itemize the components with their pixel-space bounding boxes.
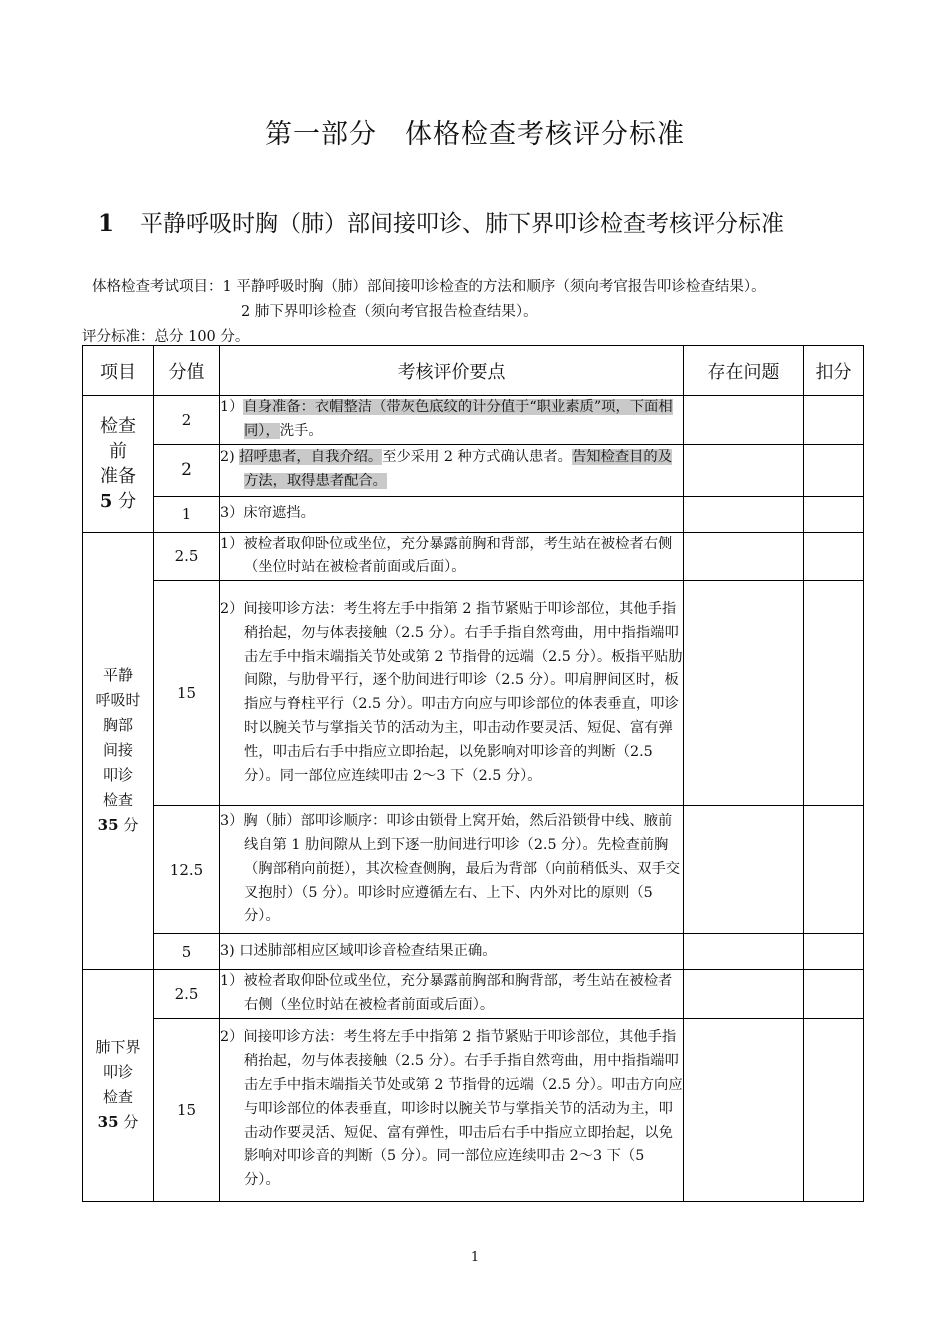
- table-row: [83, 970, 864, 1019]
- item-label: [83, 396, 154, 533]
- criteria-text: [220, 502, 683, 526]
- page-number: 1: [470, 1250, 480, 1265]
- problems-cell[interactable]: [684, 581, 804, 806]
- item-label-line: 平静: [102, 666, 133, 685]
- deduction-cell[interactable]: [804, 1018, 864, 1201]
- item-label: [83, 532, 154, 970]
- table-row: [83, 934, 864, 970]
- item-label-score-unit: 分: [118, 1113, 139, 1132]
- row-score: 15: [154, 1018, 220, 1201]
- row-criteria: [220, 806, 684, 934]
- row-score: 2: [154, 396, 220, 445]
- exam-items-line-2: 2 肺下界叩诊检查（须向考官报告检查结果）。: [241, 304, 538, 320]
- deduction-cell[interactable]: [804, 496, 864, 532]
- deduction-cell[interactable]: [804, 934, 864, 970]
- row-score: 15: [154, 581, 220, 806]
- deduction-cell[interactable]: [804, 532, 864, 581]
- deduction-cell[interactable]: [804, 970, 864, 1019]
- item-label-score-unit: 分: [112, 490, 137, 512]
- criteria-text-segment: 洗手。: [279, 422, 323, 439]
- table-row: [83, 581, 864, 806]
- table-row: [83, 444, 864, 496]
- criteria-text: [220, 1026, 683, 1193]
- item-label-line: 前: [109, 440, 127, 462]
- criteria-text-segment: 1）: [220, 399, 244, 415]
- criteria-text-segment: 至少采用 2 种方式确认患者。: [382, 449, 572, 466]
- row-criteria: [220, 532, 684, 581]
- criteria-text-segment: 2): [220, 449, 240, 466]
- item-label-score-unit: 分: [118, 816, 139, 835]
- row-criteria: [220, 496, 684, 532]
- item-label-score-value: 35: [97, 816, 119, 835]
- table-row: [83, 532, 864, 581]
- row-score: 12.5: [154, 806, 220, 934]
- criteria-text: [220, 533, 683, 581]
- problems-cell[interactable]: [684, 396, 804, 445]
- deduction-cell[interactable]: [804, 806, 864, 934]
- criteria-text: [220, 598, 683, 788]
- criteria-text-segment: 3）胸（肺）部叩诊顺序：叩诊由锁骨上窝开始，然后沿锁骨中线、腋前线自第 1 肋间隙从上到下逐一肋间进行叩诊（2.5 分）。先检查前胸（胸部稍向前挺），其次检查侧胸，最后为背部（向前稍低头、双手交叉抱肘）（5 分）。叩诊时应遵循左右、上下、内外对比的原则（5 分）。: [220, 813, 681, 925]
- item-label-line: 检查: [100, 415, 136, 437]
- table-row: [83, 1018, 864, 1201]
- item-label-line: 肺下界: [95, 1038, 141, 1057]
- row-score: 2.5: [154, 532, 220, 581]
- header-score: 分值: [154, 346, 220, 396]
- criteria-text: [220, 940, 683, 964]
- item-label-score: [83, 813, 153, 838]
- item-label-score: [83, 489, 153, 514]
- item-label-score-value: 35: [97, 1113, 119, 1132]
- scoring-note: 评分标准：总分 100 分。: [82, 329, 250, 345]
- page-title: 第一部分 体格检查考核评分标准: [265, 119, 685, 150]
- item-label-line: 检查: [102, 1088, 133, 1107]
- row-score: 2.5: [154, 970, 220, 1019]
- problems-cell[interactable]: [684, 532, 804, 581]
- problems-cell[interactable]: [684, 970, 804, 1019]
- section-number: 1: [98, 210, 115, 237]
- row-criteria: [220, 581, 684, 806]
- deduction-cell[interactable]: [804, 444, 864, 496]
- criteria-text-segment: 1）被检者取仰卧位或坐位，充分暴露前胸和背部，考生站在被检者右侧（坐位时站在被检者前面或后面）。: [220, 535, 673, 576]
- criteria-text-segment: 1）被检者取仰卧位或坐位，充分暴露前胸部和胸背部，考生站在被检者右侧（坐位时站在被检者前面或后面）。: [220, 973, 673, 1013]
- criteria-text-segment: 2）间接叩诊方法：考生将左手中指第 2 指节紧贴于叩诊部位，其他手指稍抬起，勿与体表接触（2.5 分）。右手手指自然弯曲，用中指指端叩击左手中指末端指关节处或第 2 节指骨的远端（2.5 分）。板指平贴肋间隙，与肋骨平行，逐个肋间进行叩诊（2.5 分）。叩肩胛间区时，板指应与脊柱平行（2.5 分）。叩击方向应与叩诊部位的体表垂直，叩诊时以腕关节与掌指关节的活动为主，叩击动作要灵活、短促、富有弹性，叩击后右手中指应立即抬起，以免影响对叩诊音的判断（2.5 分）。同一部位应连续叩击 2～3 下（2.5 分）。: [220, 601, 683, 784]
- criteria-text-segment: 3）床帘遮挡。: [220, 505, 315, 522]
- criteria-text-segment: 3) 口述肺部相应区域叩诊音检查结果正确。: [220, 942, 497, 959]
- deduction-cell[interactable]: [804, 396, 864, 445]
- item-label: [83, 970, 154, 1202]
- item-label-line: 叩诊: [102, 1063, 133, 1082]
- item-label-line: 检查: [102, 791, 133, 810]
- table-row: [83, 806, 864, 934]
- problems-cell[interactable]: [684, 496, 804, 532]
- row-criteria: [220, 934, 684, 970]
- problems-cell[interactable]: [684, 934, 804, 970]
- header-points: 考核评价要点: [220, 346, 684, 396]
- header-item: 项目: [83, 346, 154, 396]
- exam-items-line-1: 体格检查考试项目：1 平静呼吸时胸（肺）部间接叩诊检查的方法和顺序（须向考官报告叩诊检查结果）。: [92, 279, 766, 295]
- item-label-score: [83, 1110, 153, 1135]
- criteria-text: [220, 446, 683, 494]
- header-deduction: 扣分: [804, 346, 864, 396]
- item-label-line: 叩诊: [102, 766, 133, 785]
- deduction-cell[interactable]: [804, 581, 864, 806]
- item-label-line: 呼吸时: [95, 691, 141, 710]
- criteria-text-segment: 2）间接叩诊方法：考生将左手中指第 2 指节紧贴于叩诊部位，其他手指稍抬起，勿与体表接触（2.5 分）。右手手指自然弯曲，用中指指端叩击左手中指末端指关节处或第 2 节指骨的远端（2.5 分）。叩击方向应与叩诊部位的体表垂直，叩诊时以腕关节与掌指关节的活动为主，叩击动作要灵活、短促、富有弹性，叩击后右手中指应立即抬起，以免影响对叩诊音的判断（5 分）。同一部位应连续叩击 2～3 下（5 分）。: [220, 1029, 683, 1189]
- table-row: [83, 396, 864, 445]
- row-score: 5: [154, 934, 220, 970]
- header-problems: 存在问题: [684, 346, 804, 396]
- item-label-line: 准备: [100, 465, 136, 487]
- row-score: 2: [154, 444, 220, 496]
- criteria-text: [220, 396, 683, 444]
- item-label-line: 间接: [102, 741, 133, 760]
- problems-cell[interactable]: [684, 806, 804, 934]
- highlighted-text: 自身准备：衣帽整洁（带灰色底纹的计分值于“职业素质”项，下面相同），: [243, 399, 673, 439]
- problems-cell[interactable]: [684, 1018, 804, 1201]
- highlighted-text: 告知检查目的及方法，取得患者配合。: [244, 449, 673, 490]
- row-criteria: [220, 970, 684, 1019]
- criteria-text: [220, 810, 683, 929]
- table-row: [83, 496, 864, 532]
- row-criteria: [220, 1018, 684, 1201]
- row-score: 1: [154, 496, 220, 532]
- section-title-text: 平静呼吸时胸（肺）部间接叩诊、肺下界叩诊检查考核评分标准: [140, 211, 785, 237]
- item-label-score-value: 5: [99, 490, 113, 512]
- highlighted-text: 招呼患者，自我介绍。: [239, 449, 383, 466]
- table-header-row: [83, 346, 864, 396]
- scoring-table: [82, 345, 864, 1202]
- criteria-text: [220, 970, 683, 1018]
- problems-cell[interactable]: [684, 444, 804, 496]
- row-criteria: [220, 396, 684, 445]
- section-title: [98, 205, 784, 238]
- item-label-line: 胸部: [102, 716, 133, 735]
- row-criteria: [220, 444, 684, 496]
- table-body: [83, 396, 864, 1202]
